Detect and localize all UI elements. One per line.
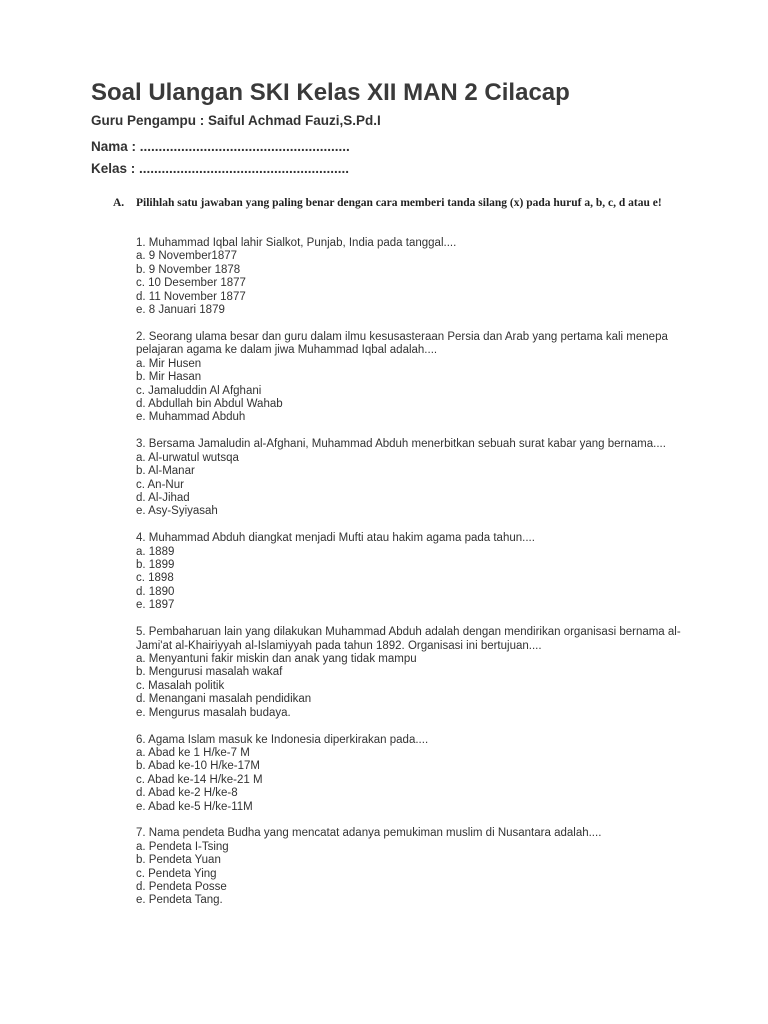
section-marker: A. (113, 197, 125, 209)
answer-option: a. 1889 (136, 545, 175, 558)
answer-option: c. 1898 (136, 572, 174, 585)
answer-option: a. Al-urwatul wutsqa (136, 451, 239, 464)
answer-option: e. 1897 (136, 599, 175, 612)
question-item (136, 237, 696, 317)
answer-option: e. Muhammad Abduh (136, 411, 246, 424)
question-stem: 1. Muhammad Iqbal lahir Sialkot, Punjab, India pada tanggal.... (136, 237, 457, 249)
answer-option: c. Pendeta Ying (136, 867, 217, 880)
teacher-line: Guru Pengampu : Saiful Achmad Fauzi,S.Pd.I (91, 113, 381, 128)
answer-option: a. Pendeta I-Tsing (136, 840, 229, 853)
answer-option: c. An-Nur (136, 478, 184, 491)
instruction-text: Pilihlah satu jawaban yang paling benar dengan cara memberi tanda silang (x) pada huruf a, b, c, d atau e! (136, 197, 662, 209)
question-stem: 4. Muhammad Abduh diangkat menjadi Mufti atau hakim agama pada tahun.... (136, 532, 535, 545)
answer-option: e. Pendeta Tang. (136, 894, 223, 907)
question-item (136, 331, 696, 425)
question-list (136, 237, 696, 921)
answer-option: a. Abad ke 1 H/ke-7 M (136, 746, 250, 759)
page-title: Soal Ulangan SKI Kelas XII MAN 2 Cilacap (91, 79, 570, 106)
answer-option: b. Pendeta Yuan (136, 854, 221, 867)
answer-option: b. Mir Hasan (136, 371, 202, 384)
answer-option: a. Mir Husen (136, 357, 202, 370)
answer-option: d. Abad ke-2 H/ke-8 (136, 787, 238, 800)
answer-option: b. Mengurusi masalah wakaf (136, 666, 283, 679)
answer-option: b. 1899 (136, 559, 175, 572)
answer-option: d. Abdullah bin Abdul Wahab (136, 397, 283, 410)
answer-option: b. Al-Manar (136, 465, 195, 478)
answer-option: d. 1890 (136, 585, 175, 598)
question-item (136, 827, 696, 907)
answer-option: c. Jamaluddin Al Afghani (136, 384, 262, 397)
answer-option: e. Asy-Syiyasah (136, 505, 218, 518)
answer-option: d. Menangani masalah pendidikan (136, 693, 312, 706)
answer-option: c. Abad ke-14 H/ke-21 M (136, 773, 263, 786)
question-stem: 2. Seorang ulama besar dan guru dalam ilmu kesusasteraan Persia dan Arab yang pertama kali menepa pelajaran agama ke dalam jiwa Muhammad Iqbal adalah.... (136, 330, 668, 357)
answer-option: e. Abad ke-5 H/ke-11M (136, 800, 253, 813)
answer-option: d. Pendeta Posse (136, 881, 227, 894)
answer-option: c. Masalah politik (136, 679, 225, 692)
question-item (136, 438, 696, 518)
question-stem: 5. Pembaharuan lain yang dilakukan Muhammad Abduh adalah dengan mendirikan organisasi bernama al-Jami'at al-Khairiyyah al-Islamiyyah pada tahun 1892. Organisasi ini bertujuan.... (136, 626, 681, 652)
answer-option: b. Abad ke-10 H/ke-17M (136, 760, 261, 773)
class-field-line: Kelas : ........................................................ (91, 161, 350, 176)
question-item (136, 532, 696, 612)
section-instruction (113, 196, 683, 211)
answer-option: a. 9 November1877 (136, 250, 238, 263)
answer-option: d. 11 November 1877 (136, 290, 246, 303)
answer-option: a. Menyantuni fakir miskin dan anak yang tidak mampu (136, 652, 417, 665)
name-field-line: Nama : ........................................................ (91, 139, 350, 154)
answer-option: b. 9 November 1878 (136, 263, 241, 276)
answer-option: c. 10 Desember 1877 (136, 277, 246, 290)
question-stem: 3. Bersama Jamaludin al-Afghani, Muhammad Abduh menerbitkan sebuah surat kabar yang bernama.... (136, 438, 666, 451)
question-stem: 6. Agama Islam masuk ke Indonesia diperkirakan pada.... (136, 733, 429, 746)
question-item (136, 734, 696, 814)
answer-option: d. Al-Jihad (136, 491, 190, 504)
answer-option: e. Mengurus masalah budaya. (136, 706, 291, 719)
question-stem: 7. Nama pendeta Budha yang mencatat adanya pemukiman muslim di Nusantara adalah.... (136, 827, 602, 840)
answer-option: e. 8 Januari 1879 (136, 304, 225, 317)
question-item (136, 626, 696, 720)
